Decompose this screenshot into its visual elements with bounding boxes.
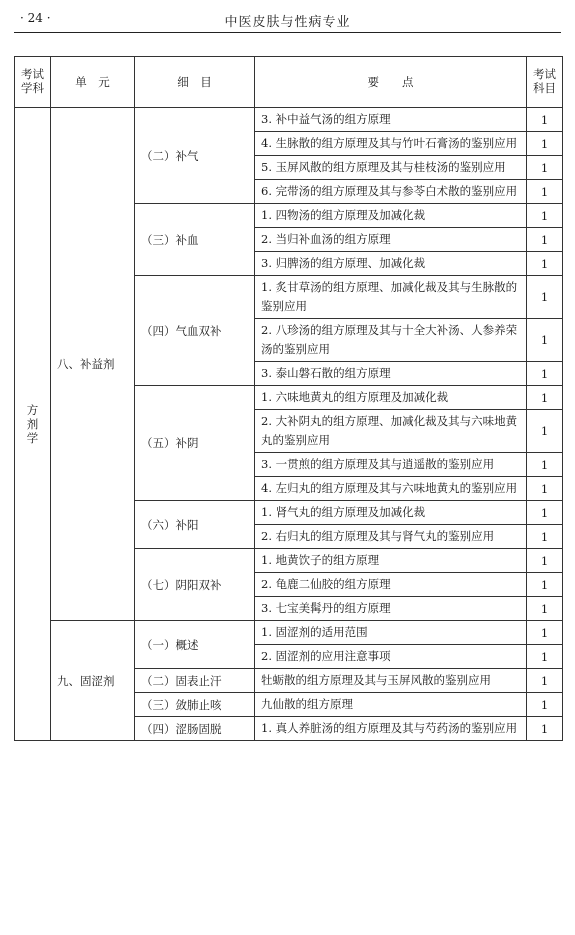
table-row [15, 108, 563, 132]
exam-cell: 1 [527, 386, 563, 410]
unit-cell: 八、补益剂 [51, 108, 135, 621]
exam-cell: 1 [527, 549, 563, 573]
exam-cell: 1 [527, 477, 563, 501]
exam-cell: 1 [527, 362, 563, 386]
item-cell: （三）敛肺止咳 [135, 693, 255, 717]
point-cell: 2. 龟鹿二仙胶的组方原理 [255, 573, 527, 597]
point-cell: 1. 肾气丸的组方原理及加减化裁 [255, 501, 527, 525]
point-cell: 1. 固涩剂的适用范围 [255, 621, 527, 645]
exam-cell: 1 [527, 276, 563, 319]
exam-cell: 1 [527, 621, 563, 645]
exam-cell: 1 [527, 410, 563, 453]
header-unit: 单 元 [51, 57, 135, 108]
point-cell: 3. 七宝美髯丹的组方原理 [255, 597, 527, 621]
header-exam: 考试科目 [527, 57, 563, 108]
exam-cell: 1 [527, 693, 563, 717]
exam-cell: 1 [527, 597, 563, 621]
item-cell: （六）补阳 [135, 501, 255, 549]
exam-cell: 1 [527, 669, 563, 693]
item-cell: （三）补血 [135, 204, 255, 276]
point-cell: 牡蛎散的组方原理及其与玉屏风散的鉴别应用 [255, 669, 527, 693]
point-cell: 3. 一贯煎的组方原理及其与逍遥散的鉴别应用 [255, 453, 527, 477]
point-cell: 4. 生脉散的组方原理及其与竹叶石膏汤的鉴别应用 [255, 132, 527, 156]
point-cell: 2. 八珍汤的组方原理及其与十全大补汤、人参养荣汤的鉴别应用 [255, 319, 527, 362]
header-subject: 考试学科 [15, 57, 51, 108]
exam-cell: 1 [527, 717, 563, 741]
item-cell: （七）阴阳双补 [135, 549, 255, 621]
page-number: · 24 · [20, 11, 51, 25]
exam-cell: 1 [527, 501, 563, 525]
point-cell: 2. 当归补血汤的组方原理 [255, 228, 527, 252]
point-cell: 3. 归脾汤的组方原理、加减化裁 [255, 252, 527, 276]
item-cell: （四）气血双补 [135, 276, 255, 386]
exam-cell: 1 [527, 156, 563, 180]
exam-cell: 1 [527, 573, 563, 597]
point-cell: 2. 固涩剂的应用注意事项 [255, 645, 527, 669]
unit-cell: 九、固涩剂 [51, 621, 135, 741]
running-header [14, 8, 561, 33]
syllabus-table [14, 56, 563, 741]
item-cell: （五）补阴 [135, 386, 255, 501]
running-title: 中医皮肤与性病专业 [224, 15, 351, 30]
subject-cell: 方剂学 [15, 108, 51, 741]
point-cell: 6. 完带汤的组方原理及其与参苓白术散的鉴别应用 [255, 180, 527, 204]
point-cell: 3. 泰山磐石散的组方原理 [255, 362, 527, 386]
exam-cell: 1 [527, 645, 563, 669]
point-cell: 九仙散的组方原理 [255, 693, 527, 717]
point-cell: 5. 玉屏风散的组方原理及其与桂枝汤的鉴别应用 [255, 156, 527, 180]
exam-cell: 1 [527, 319, 563, 362]
point-cell: 1. 真人养脏汤的组方原理及其与芍药汤的鉴别应用 [255, 717, 527, 741]
exam-cell: 1 [527, 132, 563, 156]
point-cell: 1. 四物汤的组方原理及加减化裁 [255, 204, 527, 228]
point-cell: 4. 左归丸的组方原理及其与六味地黄丸的鉴别应用 [255, 477, 527, 501]
exam-cell: 1 [527, 108, 563, 132]
point-cell: 1. 炙甘草汤的组方原理、加减化裁及其与生脉散的鉴别应用 [255, 276, 527, 319]
table-header-row [15, 57, 563, 108]
point-cell: 2. 右归丸的组方原理及其与肾气丸的鉴别应用 [255, 525, 527, 549]
item-cell: （二）固表止汗 [135, 669, 255, 693]
exam-cell: 1 [527, 453, 563, 477]
table-row [15, 621, 563, 645]
item-cell: （二）补气 [135, 108, 255, 204]
exam-cell: 1 [527, 204, 563, 228]
exam-cell: 1 [527, 525, 563, 549]
header-item: 细 目 [135, 57, 255, 108]
exam-cell: 1 [527, 252, 563, 276]
point-cell: 3. 补中益气汤的组方原理 [255, 108, 527, 132]
item-cell: （四）涩肠固脱 [135, 717, 255, 741]
item-cell: （一）概述 [135, 621, 255, 669]
exam-cell: 1 [527, 228, 563, 252]
header-points: 要 点 [255, 57, 527, 108]
point-cell: 2. 大补阴丸的组方原理、加减化裁及其与六味地黄丸的鉴别应用 [255, 410, 527, 453]
point-cell: 1. 六味地黄丸的组方原理及加减化裁 [255, 386, 527, 410]
point-cell: 1. 地黄饮子的组方原理 [255, 549, 527, 573]
exam-cell: 1 [527, 180, 563, 204]
